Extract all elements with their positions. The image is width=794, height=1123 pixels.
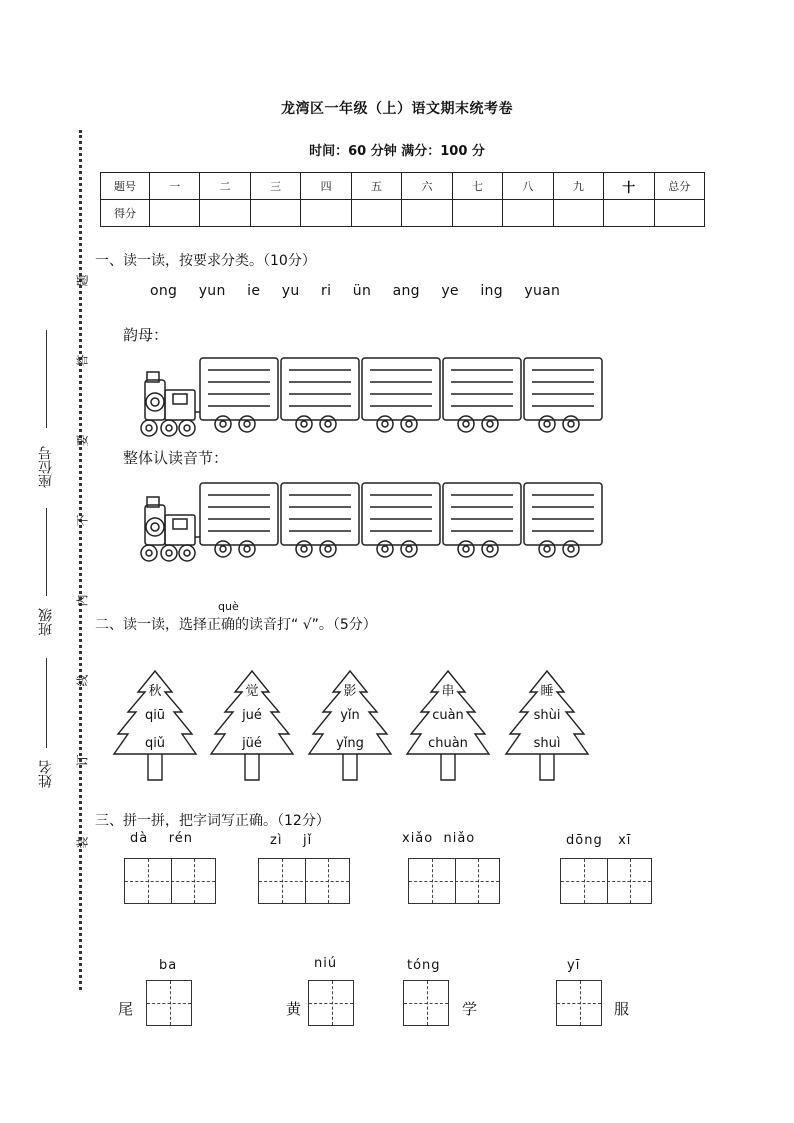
score-cell: 五: [351, 173, 401, 200]
zhengti-label: 整体认读音节：: [123, 449, 229, 467]
tree-pinyin-option[interactable]: qiǔ: [144, 736, 166, 751]
section-3-heading: 三、拼一拼，把字词写正确。（12分）: [95, 813, 330, 829]
score-table: [100, 172, 705, 227]
single-pinyin: ba: [159, 958, 178, 973]
tree-item: [502, 668, 592, 783]
tianzige-double[interactable]: [258, 858, 350, 904]
train-car-answer-box[interactable]: [281, 358, 359, 432]
section-1-heading: 一、读一读，按要求分类。（10分）: [95, 253, 316, 269]
name-line[interactable]: [46, 658, 47, 748]
binding-dotted-line: [79, 130, 82, 990]
score-cell: 一: [150, 173, 200, 200]
score-input-cell[interactable]: [654, 200, 704, 227]
score-input-cell[interactable]: [150, 200, 200, 227]
tree-char: 觉: [245, 684, 259, 699]
tree-char: 影: [343, 684, 357, 699]
word-pinyin: dōng xī: [566, 833, 632, 848]
train-yunmu: [125, 350, 610, 440]
tree-pinyin-option[interactable]: chuàn: [428, 736, 468, 751]
train-car-answer-box[interactable]: [200, 483, 278, 557]
score-cell: 得分: [101, 200, 150, 227]
tree-pinyin-option[interactable]: shùi: [533, 708, 561, 723]
score-input-cell[interactable]: [351, 200, 401, 227]
train-car-answer-box[interactable]: [362, 358, 440, 432]
class-label: 班级: [38, 608, 54, 636]
syllable-list: ong yun ie yu ri ün ang ye ing yuan: [150, 283, 561, 299]
single-char-before: 尾: [118, 1000, 134, 1018]
seal-char: 装: [75, 836, 90, 849]
section-2-heading: [95, 600, 377, 634]
tianzige-single[interactable]: [308, 980, 354, 1026]
tree-char: 睡: [540, 684, 554, 699]
score-input-cell[interactable]: [452, 200, 502, 227]
score-input-cell[interactable]: [301, 200, 351, 227]
tree-pinyin-option[interactable]: shuì: [533, 736, 561, 751]
score-input-cell[interactable]: [553, 200, 603, 227]
train-zhengti: [125, 475, 610, 565]
single-char-before: 黄: [286, 1000, 302, 1018]
tianzige-double[interactable]: [124, 858, 216, 904]
seat-number-line[interactable]: [46, 330, 47, 428]
seal-char: 答: [75, 354, 90, 367]
score-table-header-row: [101, 173, 705, 200]
single-char-after: 学: [462, 1000, 478, 1018]
tree-pinyin-option[interactable]: yǐng: [336, 736, 364, 751]
single-pinyin: yī: [567, 958, 581, 973]
score-input-cell[interactable]: [200, 200, 250, 227]
score-table-score-row: [101, 200, 705, 227]
tianzige-single[interactable]: [556, 980, 602, 1026]
section-2-heading-before: 二、读一读，选择正: [95, 617, 221, 633]
score-cell: 三: [250, 173, 300, 200]
exam-time-score: 时间：60 分钟 满分：100 分: [309, 144, 485, 159]
ruby-base: 确: [221, 617, 235, 633]
tree-item: [305, 668, 395, 783]
section-2-heading-after: 的读音打“ √”。（5分）: [235, 617, 377, 633]
seal-char: 不: [75, 514, 90, 527]
tianzige-double[interactable]: [560, 858, 652, 904]
train-car-answer-box[interactable]: [281, 483, 359, 557]
score-input-cell[interactable]: [503, 200, 553, 227]
word-pinyin: zì jǐ: [270, 833, 313, 848]
train-car-answer-box[interactable]: [200, 358, 278, 432]
single-pinyin: niú: [314, 956, 338, 971]
train-car-answer-box[interactable]: [362, 483, 440, 557]
yunmu-label: 韵母：: [123, 326, 169, 344]
score-cell: 十: [604, 173, 654, 200]
train-car-answer-box[interactable]: [524, 483, 602, 557]
score-cell: 八: [503, 173, 553, 200]
train-engine-icon: [141, 497, 200, 561]
score-cell: 题号: [101, 173, 150, 200]
tree-pinyin-option[interactable]: yǐn: [340, 708, 360, 723]
exam-title: 龙湾区一年级（上）语文期末统考卷: [281, 101, 513, 117]
score-cell: 四: [301, 173, 351, 200]
train-engine-icon: [141, 372, 200, 436]
seal-char: 题: [75, 274, 90, 287]
train-car-answer-box[interactable]: [443, 358, 521, 432]
tree-pinyin-option[interactable]: jüé: [242, 736, 262, 751]
class-line[interactable]: [46, 508, 47, 596]
score-input-cell[interactable]: [402, 200, 452, 227]
score-cell: 六: [402, 173, 452, 200]
tianzige-double[interactable]: [408, 858, 500, 904]
score-cell: 九: [553, 173, 603, 200]
seal-char: 内: [75, 594, 90, 607]
tree-pinyin-option[interactable]: cuàn: [432, 708, 464, 723]
train-car-answer-box[interactable]: [524, 358, 602, 432]
tianzige-single[interactable]: [146, 980, 192, 1026]
name-label: 姓名: [38, 760, 54, 788]
ruby-char: [218, 600, 239, 634]
seal-char: 要: [75, 434, 90, 447]
tree-item: [403, 668, 493, 783]
single-pinyin: tóng: [407, 958, 441, 973]
score-cell: 七: [452, 173, 502, 200]
seal-char: 订: [75, 754, 90, 767]
tree-pinyin-option[interactable]: jué: [242, 708, 262, 723]
tree-char: 秋: [148, 684, 162, 699]
single-char-after: 服: [614, 1000, 630, 1018]
score-input-cell[interactable]: [250, 200, 300, 227]
tree-item: [110, 668, 200, 783]
tree-char: 串: [441, 684, 455, 699]
score-input-cell[interactable]: [604, 200, 654, 227]
tree-item: [207, 668, 297, 783]
word-pinyin: dà rén: [130, 831, 194, 846]
word-pinyin: xiǎo niǎo: [402, 831, 476, 846]
score-cell: 总分: [654, 173, 704, 200]
ruby-pinyin: què: [218, 600, 239, 613]
score-cell: 二: [200, 173, 250, 200]
seal-char: 线: [75, 674, 90, 687]
tianzige-single[interactable]: [403, 980, 449, 1026]
tree-pinyin-option[interactable]: qiū: [144, 708, 166, 723]
seat-number-label: 座位号: [38, 446, 54, 488]
train-car-answer-box[interactable]: [443, 483, 521, 557]
